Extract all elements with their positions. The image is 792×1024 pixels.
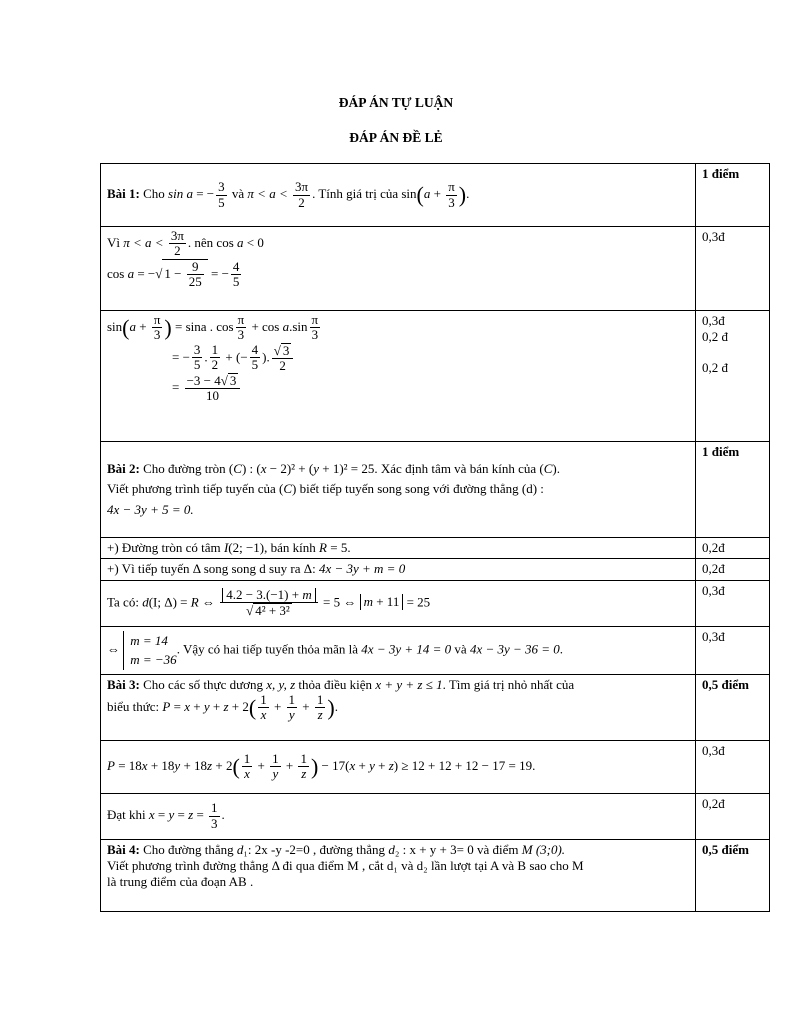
page-title: ĐÁP ÁN TỰ LUẬN (338, 95, 454, 110)
table-row (101, 227, 770, 311)
table-row (101, 740, 770, 793)
table-row (101, 626, 770, 674)
solution-cell: +) Đường tròn có tâm I(2; −1), bán kính R = 5. (101, 538, 696, 559)
problem-label: Bài 3: (107, 676, 140, 692)
solution-cell: Vì π < a < $\frac{3\pi}{2}$ . nên cos a < 0 cos a = −√ 1 − $\frac{9}{25}$ = − $\frac{4}{5}$ (101, 227, 696, 311)
solution-cell: Đạt khi x = y = z = $\frac{1}{3}$ . (101, 793, 696, 839)
answer-table (100, 163, 770, 912)
points-cell: 0,5 điểm (696, 674, 770, 740)
points-cell: 0,3đ (696, 580, 770, 626)
table-row (101, 793, 770, 839)
solution-cell: +) Vì tiếp tuyến Δ song song d suy ra Δ: 4x − 3y + m = 0 (101, 559, 696, 580)
solution-cell: ⇔ m = 14 m = −36 . Vậy có hai tiếp tuyến thỏa mãn là 4x − 3y + 14 = 0 và 4x − 3y − 36 = 0. (101, 626, 696, 674)
solution-cell: sin(a + $\frac{\pi}{3}$ ) = sina . cos $\frac{\pi}{3}$ + cos a.sin $\frac{\pi}{3}$ = − $\frac{3}{5}$ . $\frac{1}{2}$ + (− $\frac{4}{5}$ ). $\frac{√ 3}{2}$ = $\frac{-3 - 4√ 3}{10}$ (101, 311, 696, 442)
problem-1-cell: Bài 1: Cho sin a = − $\frac{3}{5}$ và π < a < $\frac{3\pi}{2}$ . Tính giá trị của sin(a + $\frac{\pi}{3}$ ). (101, 164, 696, 227)
table-row (101, 559, 770, 580)
table-row (101, 164, 770, 227)
points-cell: 0,3đ (696, 740, 770, 793)
solution-cell: P = 18x + 18y + 18z + 2( $\frac{1}{x}$ + $\frac{1}{y}$ + $\frac{1}{z}$ ) − 17(x + y + z) ≥ 12 + 12 + 12 − 17 = 19. (101, 740, 696, 793)
points-cell: 0,3đ 0,2 đ 0,2 đ (696, 311, 770, 442)
table-row (101, 442, 770, 538)
solution-cell: Ta có: d(I; Δ) = R ⇔ $\frac{4.2 - 3.(-1) + m}{\text{√ 4² + 3²}}$ = 5 ⇔ m + 11 = 25 (101, 580, 696, 626)
table-row (101, 839, 770, 911)
points-cell: 0,3đ (696, 626, 770, 674)
points-cell: 0,3đ (696, 227, 770, 311)
table-row (101, 311, 770, 442)
points-cell: 1 điểm (696, 164, 770, 227)
points-cell: 1 điểm (696, 442, 770, 538)
table-row (101, 580, 770, 626)
problem-label: Bài 1: (107, 185, 140, 201)
page-subtitle: ĐÁP ÁN ĐỀ LẺ (349, 130, 443, 145)
points-cell: 0,2đ (696, 793, 770, 839)
points-cell: 0,5 điểm (696, 839, 770, 911)
table-row (101, 538, 770, 559)
problem-3-cell: Bài 3: Cho các số thực dương x, y, z thỏa điều kiện x + y + z ≤ 1. Tìm giá trị nhỏ nhất của biểu thức: P = x + y + z + 2( $\frac{1}{x}$ + $\frac{1}{y}$ + $\frac{1}{z}$ ). (101, 674, 696, 740)
points-cell: 0,2đ (696, 559, 770, 580)
problem-2-cell: Bài 2: Cho đường tròn (C) : (x − 2)² + (y + 1)² = 25. Xác định tâm và bán kính của (C). Viết phương trình tiếp tuyến của (C) biết tiếp tuyến song song với đường thẳng (d) : 4x − 3y + 5 = 0. (101, 442, 696, 538)
points-cell: 0,2đ (696, 538, 770, 559)
problem-4-cell: Bài 4: Cho đường thẳng d₁: 2x -y -2=0 , đường thẳng d₂ : x + y + 3= 0 và điểm M (3;0). Viết phương trình đường thẳng Δ đi qua điểm M , cắt d₁ và d₂ lần lượt tại A và B sao cho M là trung điểm của đoạn AB . (101, 839, 696, 911)
problem-label: Bài 2: (107, 461, 140, 477)
table-row (101, 674, 770, 740)
problem-label: Bài 4: (107, 841, 140, 857)
